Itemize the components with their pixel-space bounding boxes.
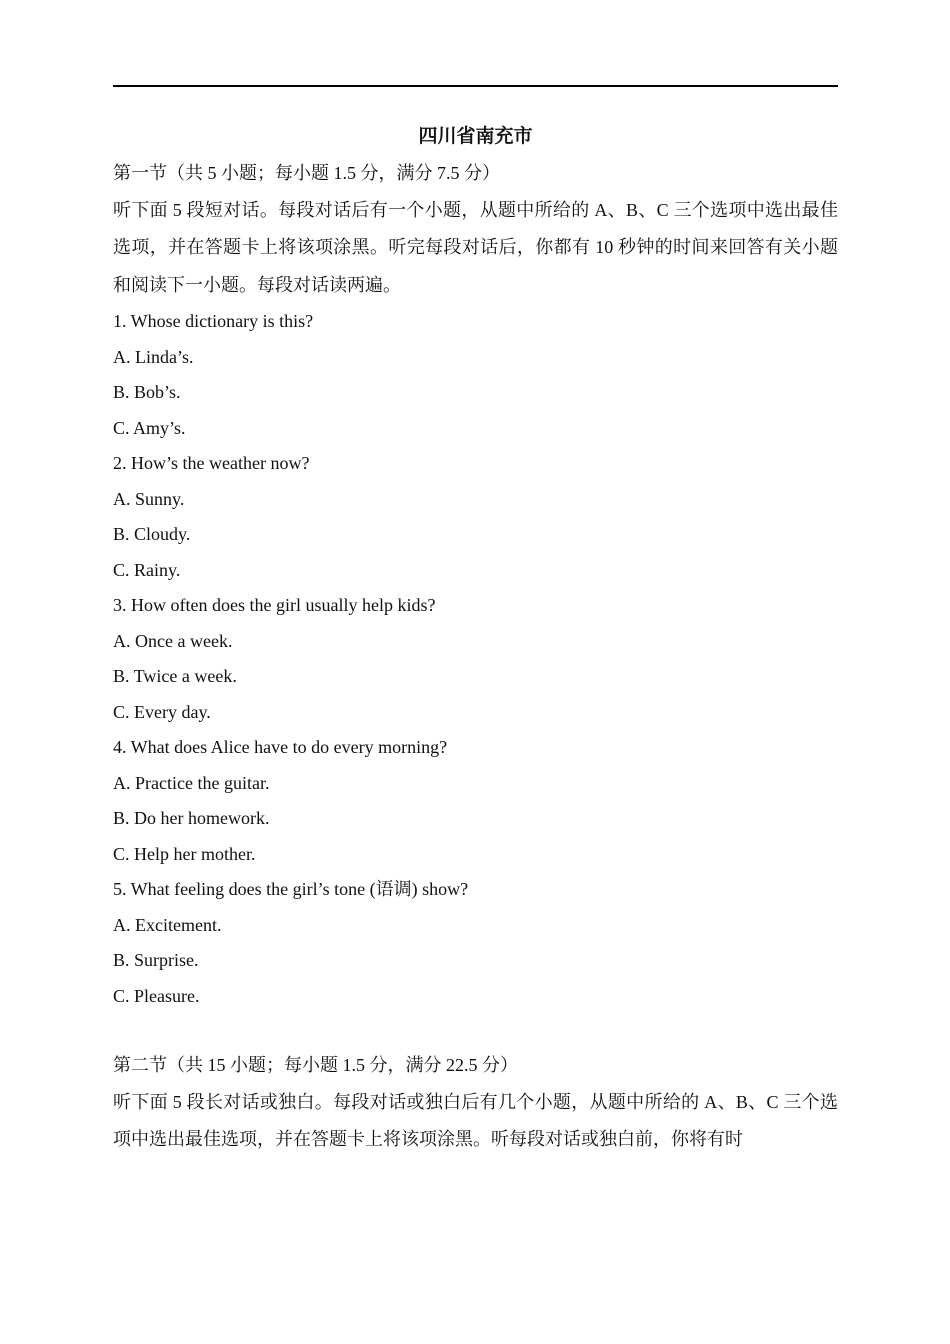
question-stem: 4. What does Alice have to do every morning?	[113, 737, 448, 757]
question-stem: 5. What feeling does the girl’s tone (语调) show?	[113, 879, 469, 899]
question-3	[113, 588, 838, 730]
option-c: C. Help her mother.	[113, 843, 256, 864]
question-stem: 2. How’s the weather now?	[113, 453, 310, 473]
section-1	[113, 156, 838, 1014]
option-a: A. Excitement.	[113, 914, 222, 935]
option-b: B. Do her homework.	[113, 808, 270, 828]
question-stem: 3. How often does the girl usually help kids?	[113, 595, 436, 615]
option-a: A. Practice the guitar.	[113, 772, 270, 793]
option-a: A. Linda’s.	[113, 346, 194, 367]
section-1-header: 第一节（共 5 小题；每小题 1.5 分，满分 7.5 分）	[113, 163, 500, 183]
section-2-instructions: 听下面 5 段长对话或独白。每段对话或独白后有几个小题，从题中所给的 A、B、C 三个选项中选出最佳选项，并在答题卡上将该项涂黑。听每段对话或独白前，你将有时	[113, 1091, 838, 1149]
section-1-instructions: 听下面 5 段短对话。每段对话后有一个小题，从题中所给的 A、B、C 三个选项中选出最佳选项，并在答题卡上将该项涂黑。听完每段对话后，你都有 10 秒钟的时间来回答有关小题和阅读下一小题。每段对话读两遍。	[113, 199, 838, 295]
question-stem: 1. Whose dictionary is this?	[113, 311, 314, 331]
question-2	[113, 446, 838, 588]
header-rule	[113, 85, 838, 87]
page-title: 四川省南充市	[418, 126, 533, 147]
option-c: C. Pleasure.	[113, 985, 200, 1006]
exam-page	[113, 122, 838, 1159]
option-c: C. Amy’s.	[113, 417, 186, 438]
option-b: B. Cloudy.	[113, 524, 191, 544]
section-2-header: 第二节（共 15 小题；每小题 1.5 分，满分 22.5 分）	[113, 1055, 518, 1075]
section-spacer	[113, 1014, 838, 1048]
question-4	[113, 730, 838, 872]
section-2	[113, 1048, 838, 1159]
question-1	[113, 304, 838, 446]
option-b: B. Bob’s.	[113, 382, 181, 402]
option-c: C. Every day.	[113, 701, 211, 722]
option-a: A. Sunny.	[113, 488, 185, 509]
option-b: B. Twice a week.	[113, 666, 237, 686]
option-b: B. Surprise.	[113, 950, 199, 970]
option-a: A. Once a week.	[113, 630, 233, 651]
option-c: C. Rainy.	[113, 559, 181, 580]
question-5	[113, 872, 838, 1014]
